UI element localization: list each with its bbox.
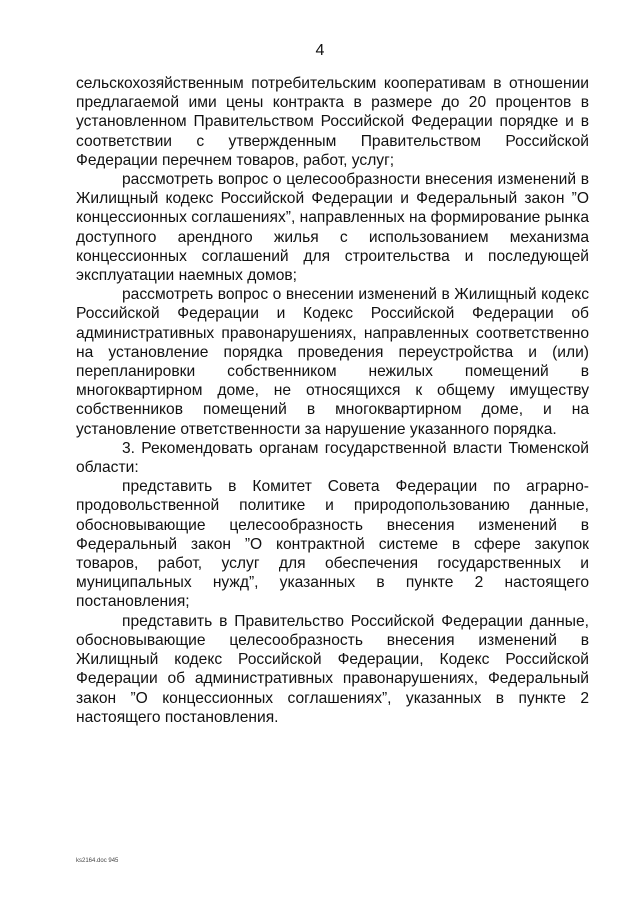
file-reference-footer: ks2164.doc 945: [76, 858, 119, 864]
page-number: 4: [315, 42, 325, 59]
paragraph-continuation: сельскохозяйственным потребительским кооперативам в отношении предлагаемой ими цены контракта в размере до 20 процентов в установленном Правительством Российской Федерации порядке и в соответствии с утвержденным Правительством Российской Федерации перечнем товаров, работ, услуг;: [76, 75, 589, 169]
paragraph-housing-code-administrative: рассмотреть вопрос о внесении изменений в Жилищный кодекс Российской Федерации и Кодекс Российской Федерации об административных правонарушениях, направленных соответственно на установление порядка проведения переустройства и (или) перепланировки собственником нежилых помещений в многоквартирном доме, не относящихся к общему имуществу собственников помещений в многоквартирном доме, и на установление ответственности за нарушение указанного порядка.: [76, 286, 589, 438]
document-body: [76, 74, 589, 727]
paragraph-submit-federation-council: представить в Комитет Совета Федерации по аграрно-продовольственной политике и природопользованию данные, обосновывающие целесообразность внесения изменений в Федеральный закон ”О контрактной системе в сфере закупок товаров, работ, услуг для обеспечения государственных и муниципальных нужд”, указанных в пункте 2 настоящего постановления;: [76, 478, 589, 611]
paragraph-housing-code-concession: рассмотреть вопрос о целесообразности внесения изменений в Жилищный кодекс Российской Федерации и Федеральный закон ”О концессионных соглашениях”, направленных на формирование рынка доступного арендного жилья с использованием механизма концессионных соглашений для строительства и последующей эксплуатации наемных домов;: [76, 171, 589, 285]
paragraph-recommendation-heading: 3. Рекомендовать органам государственной власти Тюменской области:: [76, 439, 589, 477]
paragraph-submit-government: представить в Правительство Российской Федерации данные, обосновывающие целесообразность внесения изменений в Жилищный кодекс Российской Федерации, Кодекс Российской Федерации об административных правонарушениях, Федеральный закон ”О концессионных соглашениях”, указанных в пункте 2 настоящего постановления.: [76, 612, 589, 726]
